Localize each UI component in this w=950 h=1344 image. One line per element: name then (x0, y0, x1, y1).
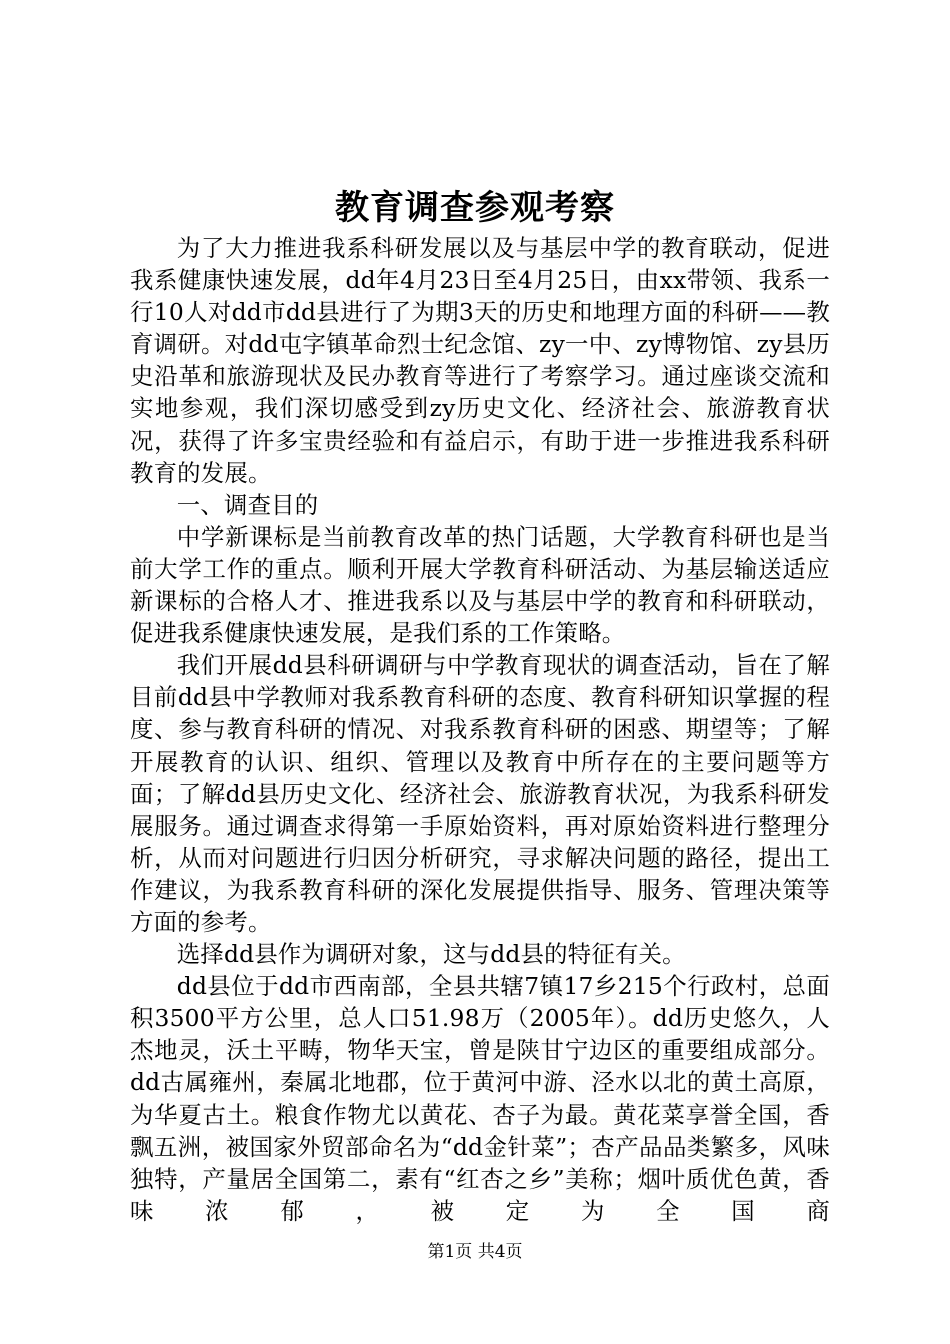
document-body (130, 232, 830, 1227)
paragraph-selection: 选择dd县作为调研对象，这与dd县的特征有关。 (176, 940, 686, 969)
paragraph-intro: 为了大力推进我系科研发展以及与基层中学的教育联动，促进我系健康快速发展，dd年4月23日至4月25日，由xx带领、我系一行10人对dd市dd县进行了为期3天的历史和地理方面的科研——教育调研。对dd屯字镇革命烈士纪念馆、zy一中、zy博物馆、zy县历史沿革和旅游现状及民办教育等进行了考察学习。通过座谈交流和实地参观，我们深切感受到zy历史文化、经济社会、旅游教育状况，获得了许多宝贵经验和有益启示，有助于进一步推进我系科研教育的发展。 (130, 234, 830, 487)
paragraph-purpose: 中学新课标是当前教育改革的热门话题，大学教育科研也是当前大学工作的重点。顺利开展大学教育科研活动、为基层输送适应新课标的合格人才、推进我系以及与基层中学的教育和科研联动，促进我系健康快速发展，是我们系的工作策略。 (130, 522, 830, 648)
section-heading-purpose: 一、调查目的 (176, 490, 319, 519)
paragraph-county-overview: dd县位于dd市西南部，全县共辖7镇17乡215个行政村，总面积3500平方公里，总人口51.98万（2005年）。dd历史悠久，人杰地灵，沃土平畴，物华天宝，曾是陕甘宁边区的重要组成部分。dd古属雍州，秦属北地郡，位于黄河中游、泾水以北的黄土高原，为华夏古土。粮食作物尤以黄花、杏子为最。黄花菜享誉全国，香飘五洲，被国家外贸部命名为“dd金针菜”；杏产品品类繁多，风味独特，产量居全国第二，素有“红杏之乡”美称；烟叶质优色黄，香味浓郁，被定为全国商 (130, 972, 830, 1225)
paragraph-goals: 我们开展dd县科研调研与中学教育现状的调查活动，旨在了解目前dd县中学教师对我系教育科研的态度、教育科研知识掌握的程度、参与教育科研的情况、对我系教育科研的困惑、期望等；了解开展教育的认识、组织、管理以及教育中所存在的主要问题等方面；了解dd县历史文化、经济社会、旅游教育状况，为我系科研发展服务。通过调查求得第一手原始资料，再对原始资料进行整理分析，从而对问题进行归因分析研究，寻求解决问题的路径，提出工作建议，为我系教育科研的深化发展提供指导、服务、管理决策等方面的参考。 (130, 651, 830, 936)
document-title: 教育调查参观考察 (335, 188, 615, 228)
page-footer: 第1页 共4页 (427, 1242, 523, 1262)
